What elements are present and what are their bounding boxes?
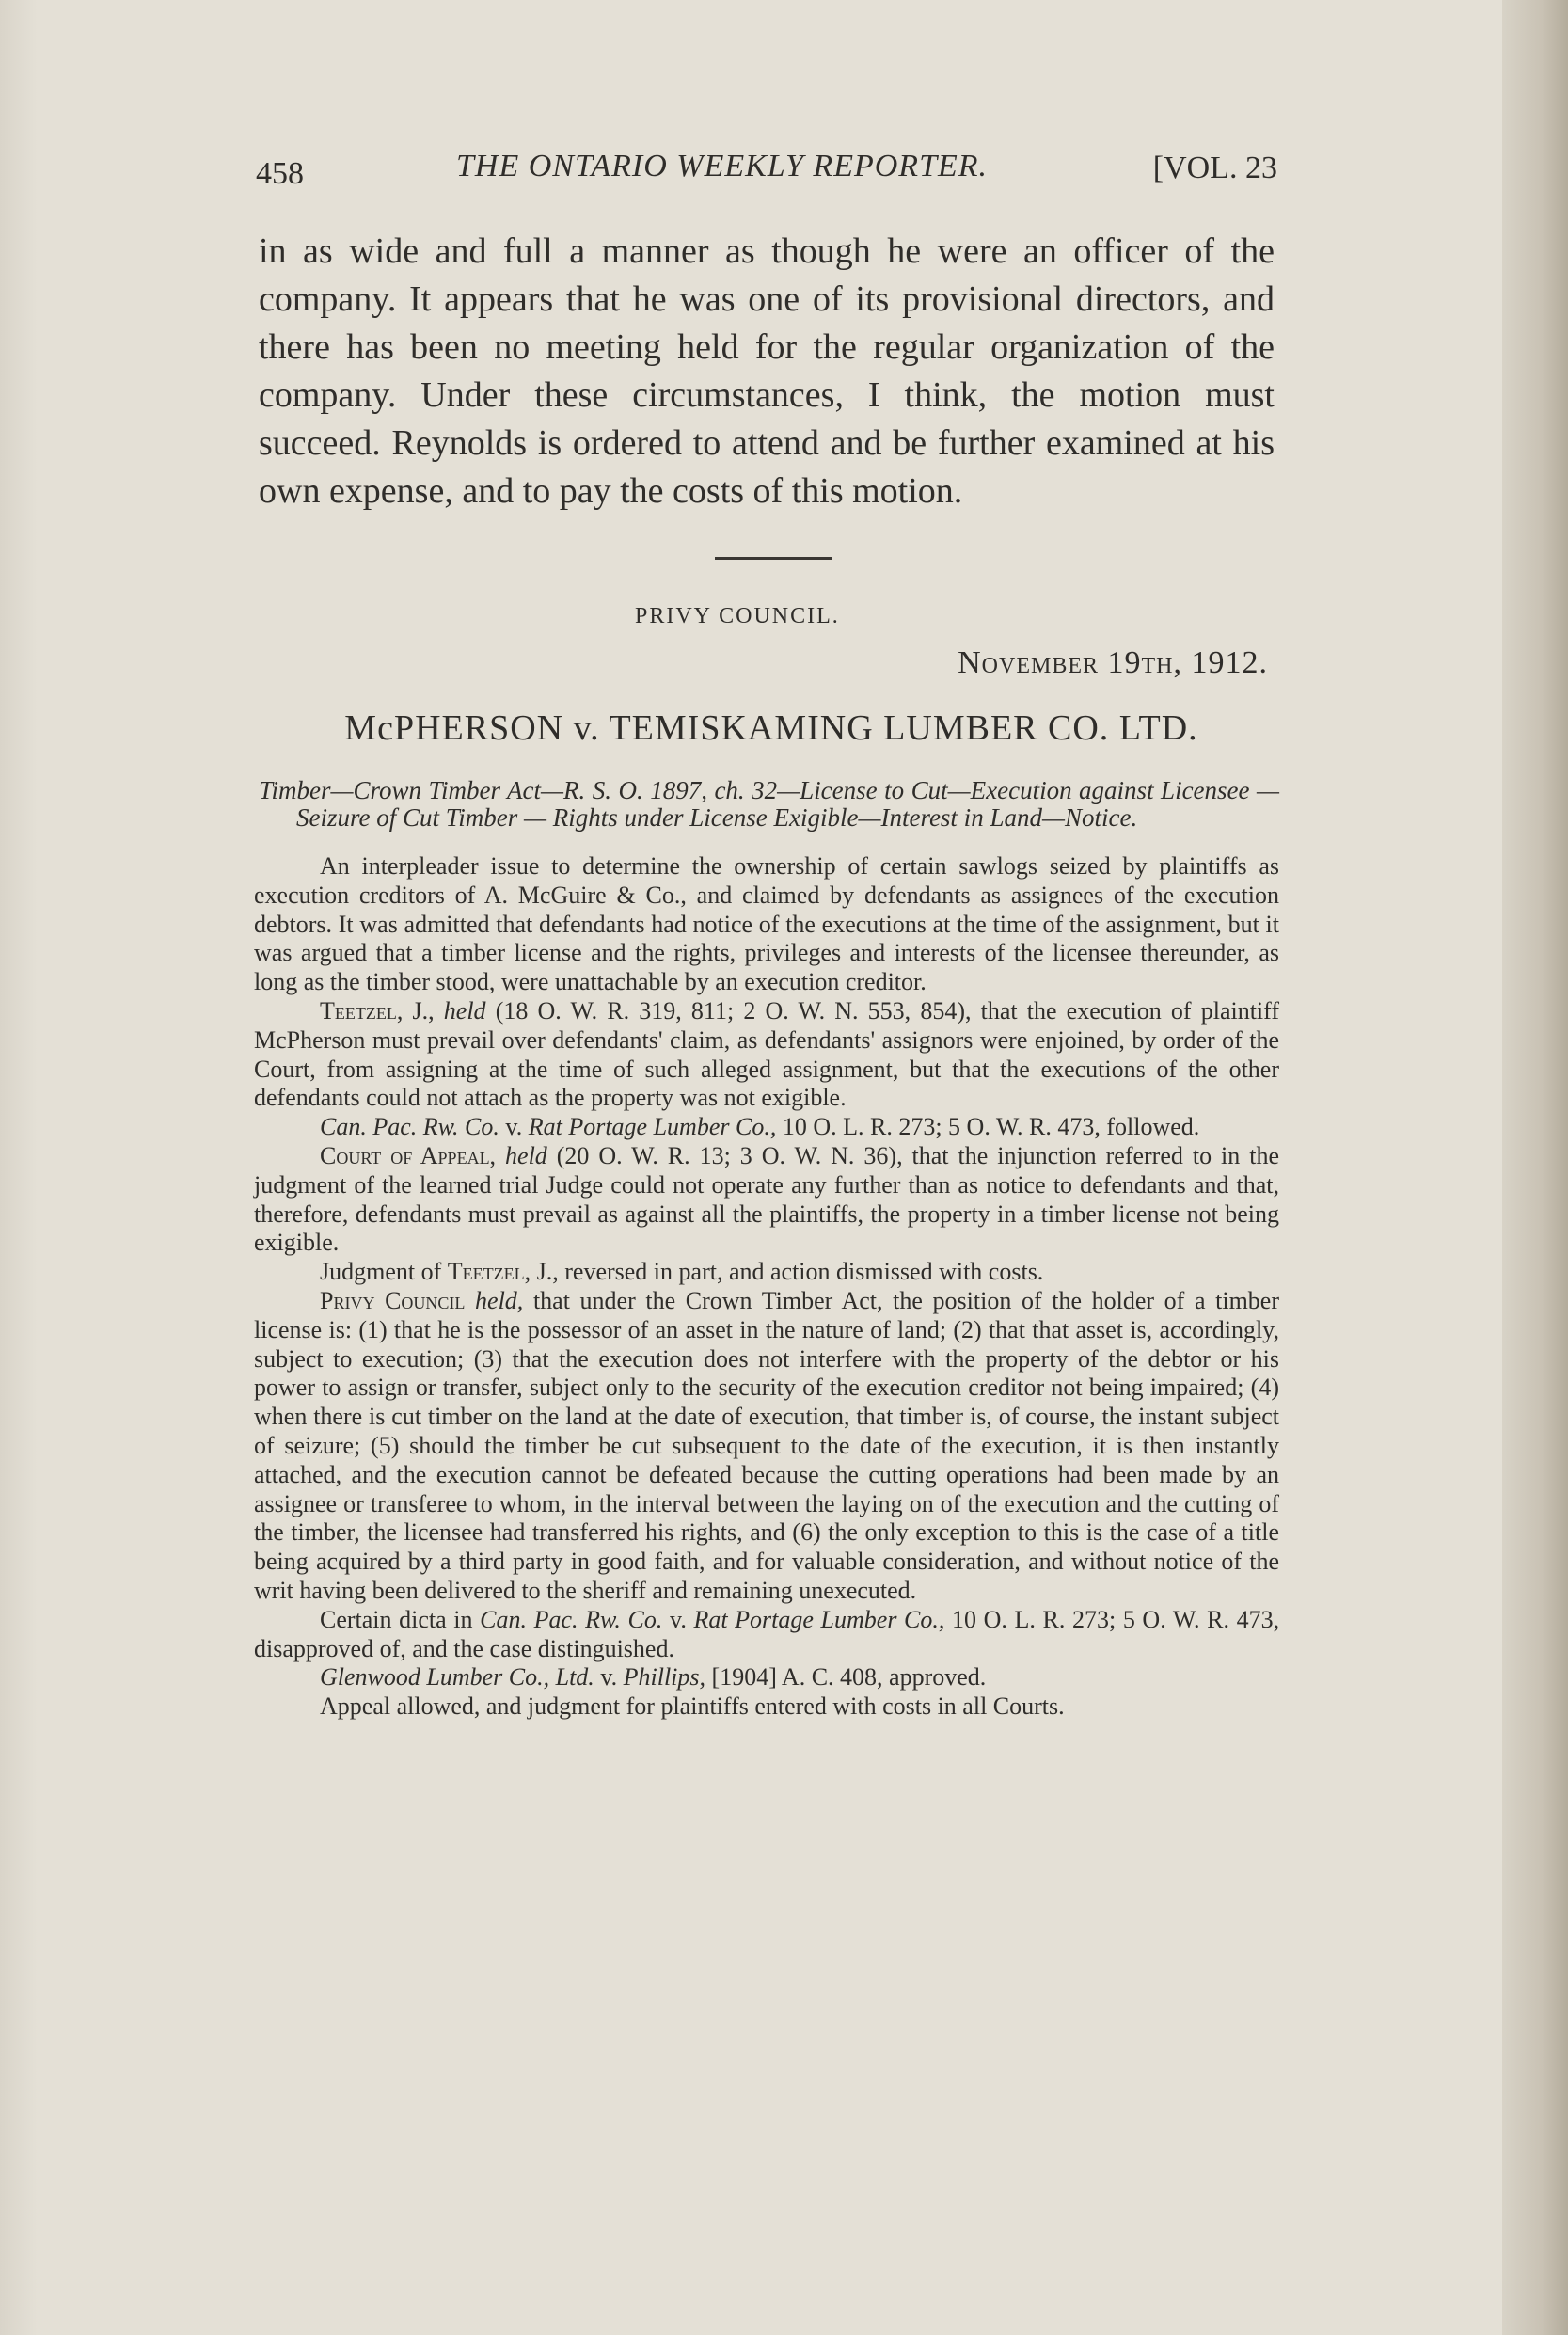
case-citation: Rat Portage Lumber Co., [693, 1605, 945, 1633]
page-number: 458 [256, 156, 304, 191]
headnote-paragraph [254, 997, 1279, 1113]
headnote-paragraph [254, 1606, 1279, 1664]
case-citation: Glenwood Lumber Co., Ltd. [320, 1663, 594, 1692]
court-heading: PRIVY COUNCIL. [635, 604, 840, 628]
headnote-text: reversed in part, and action dismissed with costs. [564, 1258, 1044, 1286]
running-head [254, 141, 1289, 198]
versus: v. [600, 1663, 618, 1692]
versus: v. [670, 1605, 687, 1633]
headnote-paragraph [254, 1663, 1279, 1692]
held-word: held [505, 1141, 547, 1169]
headnote [254, 852, 1279, 1722]
court-name: Court of Appeal, [320, 1141, 497, 1169]
case-citation: Rat Portage Lumber Co., [528, 1113, 777, 1141]
headnote-text: (18 O. W. R. 319, 811; 2 O. W. N. 553, 854), that the execution of plaintiff McPherson must prevail over defendants' claim, as defendants' assignors were enjoined, by order of the Court, from assigning at the time of such alleged assignment, but that the executions of the other defendants could not attach as the property was not exigible. [254, 996, 1279, 1112]
catchwords: Timber—Crown Timber Act—R. S. O. 1897, ch. 32—License to Cut—Execution against Licensee — Seizure of Cut Timber — Rights under License Exigible—Interest in Land—Notice. [259, 776, 1279, 832]
journal-title: THE ONTARIO WEEKLY REPORTER. [456, 149, 989, 183]
judge-name: Teetzel, J., [447, 1258, 559, 1286]
headnote-text: [1904] A. C. 408, approved. [711, 1663, 987, 1692]
headnote-text: 10 O. L. R. 273; 5 O. W. R. 473, followed. [782, 1113, 1200, 1141]
section-divider [715, 557, 832, 560]
case-citation: Phillips, [623, 1663, 706, 1692]
headnote-paragraph [254, 1113, 1279, 1142]
headnote-text: (20 O. W. R. 13; 3 O. W. N. 36), that the injunction referred to in the judgment of the learned trial Judge could not operate any further than as notice to defendants and that, therefore, defendants must prevail as against all the plaintiffs, the property in a timber license not being exigible. [254, 1141, 1279, 1257]
headnote-text: Appeal allowed, and judgment for plaintiffs entered with costs in all Courts. [320, 1692, 1065, 1721]
court-name: Privy Council [320, 1286, 466, 1314]
headnote-text: 10 O. L. R. 273; 5 O. W. R. 473, disapproved of, and the case distinguished. [254, 1605, 1280, 1662]
headnote-paragraph [254, 1692, 1279, 1722]
judge-name: Teetzel, J., [320, 996, 435, 1025]
headnote-text: Judgment of [320, 1258, 442, 1286]
page-edge-shadow [1502, 0, 1568, 2335]
volume-label: [VOL. 23 [1152, 151, 1277, 185]
opening-paragraph: in as wide and full a manner as though he were an officer of the company. It appears that he was one of its provisional directors, and there has been no meeting held for the regular organization of the company. Under these circumstances, I think, the motion must succeed. Reynolds is ordered to attend and be further examined at his own expense, and to pay the costs of this motion. [259, 231, 1275, 511]
headnote-text: that under the Crown Timber Act, the position of the holder of a timber license is: (1) that he is the possessor of an asset in the nature of land; (2) that that asset is, accordingly, subject to execution; (3) that the execution does not interfere with the property of the debtor or his power to assign or transfer, subject only to the security of the execution creditor not being impaired; (4) when there is cut timber on the land at the date of execution, that timber is, of course, the instant subject of seizure; (5) should the timber be cut subsequent to the date of the execution, it is then instantly attached, and the execution cannot be defeated because the cutting operations had been made by an assignee or transferee to whom, in the interval between the laying on of the execution and the cutting of the timber, the licensee had transferred his rights, and (6) the only exception to this is the case of a title being acquired by a third party in good faith, and for valuable consideration, and without notice of the writ having been delivered to the sheriff and remaining unexecuted. [254, 1286, 1279, 1604]
decision-date: November 19th, 1912. [958, 645, 1268, 680]
held-word: held [443, 996, 486, 1025]
headnote-paragraph [254, 1142, 1279, 1258]
headnote-paragraph [254, 1287, 1279, 1606]
held-word: held, [475, 1286, 524, 1314]
book-page [254, 141, 1289, 1722]
versus: v. [505, 1113, 523, 1141]
case-title: McPHERSON v. TEMISKAMING LUMBER CO. LTD. [344, 708, 1198, 748]
headnote-text: An interpleader issue to determine the ownership of certain sawlogs seized by plaintiffs as execution creditors of A. McGuire & Co., and claimed by defendants as assignees of the execution debtors. It was admitted that defendants had notice of the executions at the time of the assignment, but it was argued that a timber license and the rights, privileges and interests of the licensee thereunder, as long as the timber stood, were unattachable by an execution creditor. [254, 852, 1279, 996]
case-citation: Can. Pac. Rw. Co. [480, 1605, 663, 1633]
page-gutter-shadow [0, 0, 38, 2335]
headnote-paragraph [254, 1258, 1279, 1287]
headnote-paragraph [254, 852, 1279, 997]
headnote-text: Certain dicta in [320, 1605, 473, 1633]
case-citation: Can. Pac. Rw. Co. [320, 1113, 499, 1141]
